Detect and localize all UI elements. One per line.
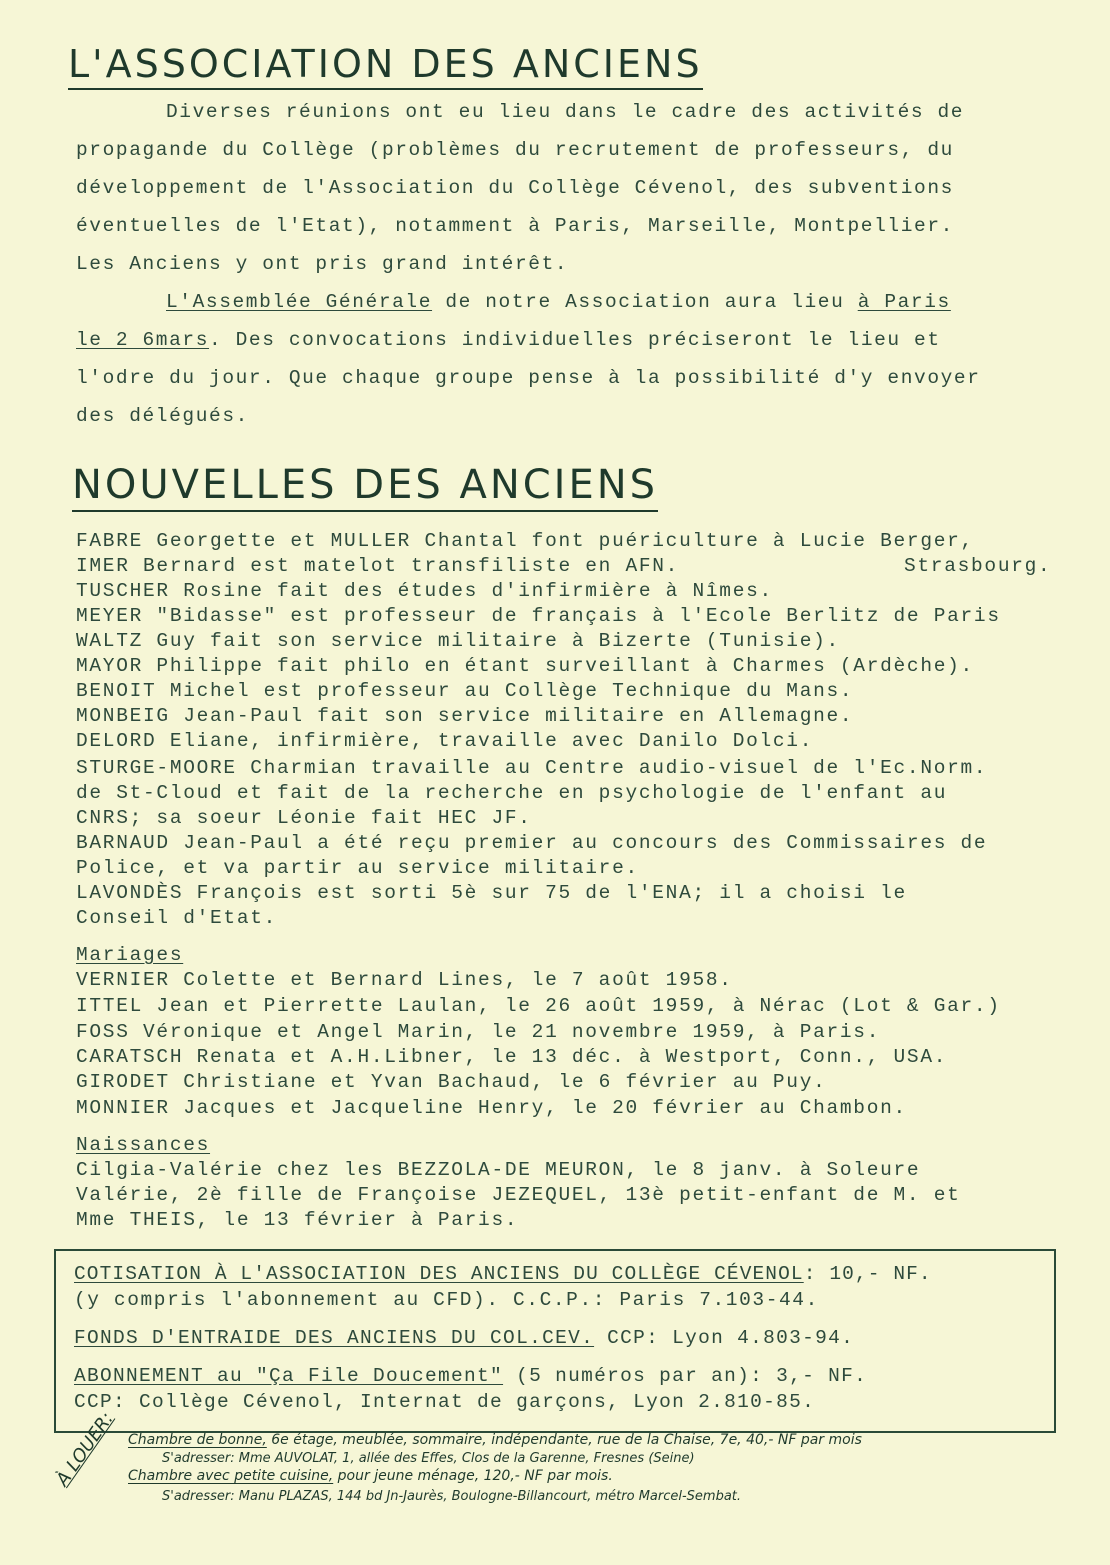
association-title — [68, 42, 703, 86]
a-louer-line-3 — [128, 1468, 613, 1484]
list-item: IMER Bernard est matelot transfiliste en AFN. — [76, 555, 680, 577]
nouvelles-title — [72, 462, 658, 508]
text-line — [76, 329, 941, 351]
list-item: FABRE Georgette et MULLER Chantal font puériculture à Lucie Berger, — [76, 530, 974, 552]
list-item: Conseil d'Etat. — [76, 907, 278, 929]
abonnement-price: (5 numéros par an): 3,- NF. — [503, 1365, 868, 1387]
naissances-heading: Naissances — [76, 1134, 211, 1156]
a-louer-line-2: S'adresser: Mme AUVOLAT, 1, allée des Effes, Clos de la Garenne, Fresnes (Seine) — [162, 1451, 695, 1466]
text-line: des délégués. — [76, 405, 249, 427]
abonnement-heading: ABONNEMENT au "Ça File Doucement" — [74, 1365, 504, 1387]
text-line: propagande du Collège (problèmes du recrutement de professeurs, du — [76, 139, 954, 161]
fonds-heading: FONDS D'ENTRAIDE DES ANCIENS DU COL.CEV. — [74, 1327, 595, 1349]
list-item: de St-Cloud et fait de la recherche en psychologie de l'enfant au — [76, 782, 948, 804]
list-item: FOSS Véronique et Angel Marin, le 21 novembre 1959, à Paris. — [76, 1021, 881, 1043]
a-louer-line-4: S'adresser: Manu PLAZAS, 144 bd Jn-Jaurès, Boulogne-Billancourt, métro Marcel-Sembat. — [162, 1489, 742, 1504]
cotisation-amount: : 10,- NF. — [803, 1263, 932, 1285]
text-line: Les Anciens y ont pris grand intérêt. — [76, 253, 569, 275]
a-louer-label: À LOUER: — [52, 1408, 118, 1491]
assembly-link-text: L'Assemblée Générale — [166, 291, 433, 313]
date-text: le 2 6mars — [76, 329, 210, 351]
list-item: CARATSCH Renata et A.H.Libner, le 13 déc. à Westport, Conn., USA. — [76, 1046, 948, 1068]
list-item: MONBEIG Jean-Paul fait son service militaire en Allemagne. — [76, 705, 854, 727]
list-item: GIRODET Christiane et Yvan Bachaud, le 6 février au Puy. — [76, 1071, 827, 1093]
text-line: développement de l'Association du Collège Cévenol, des subventions — [76, 177, 954, 199]
list-item: Cilgia-Valérie chez les BEZZOLA-DE MEURON, le 8 janv. à Soleure — [76, 1159, 921, 1181]
list-item: LAVONDÈS François est sorti 5è sur 75 de l'ENA; il a choisi le — [76, 882, 907, 904]
list-item: MONNIER Jacques et Jacqueline Henry, le 20 février au Chambon. — [76, 1097, 907, 1119]
list-item: Valérie, 2è fille de Françoise JEZEQUEL, 13è petit-enfant de M. et — [76, 1184, 961, 1206]
list-item: BARNAUD Jean-Paul a été reçu premier au concours des Commissaires de — [76, 832, 988, 854]
text-line — [166, 291, 951, 313]
list-item: WALTZ Guy fait son service militaire à Bizerte (Tunisie). — [76, 630, 840, 652]
list-item: CNRS; sa soeur Léonie fait HEC JF. — [76, 807, 532, 829]
list-item: STURGE-MOORE Charmian travaille au Centre audio-visuel de l'Ec.Norm. — [76, 757, 988, 779]
a-louer-item-1: Chambre de bonne, — [128, 1432, 267, 1448]
list-item: BENOIT Michel est professeur au Collège Technique du Mans. — [76, 680, 854, 702]
text-line: éventuelles de l'Etat), notamment à Paris, Marseille, Montpellier. — [76, 215, 954, 237]
fonds-line — [74, 1327, 854, 1349]
location-text: à Paris — [857, 291, 951, 313]
list-item: Mme THEIS, le 13 février à Paris. — [76, 1209, 519, 1231]
list-item: DELORD Eliane, infirmière, travaille avec Danilo Dolci. — [76, 730, 814, 752]
list-item: MAYOR Philippe fait philo en étant surveillant à Charmes (Ardèche). — [76, 655, 974, 677]
cotisation-heading: COTISATION À L'ASSOCIATION DES ANCIENS DU COLLÈGE CÉVENOL — [74, 1263, 804, 1285]
list-item: VERNIER Colette et Bernard Lines, le 7 août 1958. — [76, 969, 733, 991]
list-item-continuation: Strasbourg. — [904, 555, 1052, 577]
list-item: Police, et va partir au service militaire. — [76, 857, 639, 879]
a-louer-item-2: Chambre avec petite cuisine, — [128, 1468, 334, 1484]
text-span: de notre Association aura lieu — [432, 291, 858, 313]
fonds-ccp: CCP: Lyon 4.803-94. — [594, 1327, 855, 1349]
cotisation-details: (y compris l'abonnement au CFD). C.C.P.: Paris 7.103-44. — [74, 1289, 819, 1311]
abonnement-ccp: CCP: Collège Cévenol, Internat de garçons, Lyon 2.810-85. — [74, 1391, 816, 1413]
list-item: MEYER "Bidasse" est professeur de français à l'Ecole Berlitz de Paris — [76, 605, 1001, 627]
subscription-box — [54, 1249, 1056, 1433]
list-item: ITTEL Jean et Pierrette Laulan, le 26 août 1959, à Nérac (Lot & Gar.) — [76, 995, 1001, 1017]
nouvelles-title-text: NOUVELLES DES ANCIENS — [72, 462, 658, 512]
mariages-heading: Mariages — [76, 944, 184, 966]
text-line: l'odre du jour. Que chaque groupe pense à la possibilité d'y envoyer — [76, 367, 981, 389]
a-louer-item-1-details: 6e étage, meublée, sommaire, indépendante, rue de la Chaise, 7e, 40,- NF par mois — [266, 1432, 862, 1448]
a-louer-line-1 — [128, 1432, 862, 1448]
a-louer-item-2-details: pour jeune ménage, 120,- NF par mois. — [333, 1468, 613, 1484]
text-line: Diverses réunions ont eu lieu dans le cadre des activités de — [166, 101, 965, 123]
association-title-text: L'ASSOCIATION DES ANCIENS — [68, 42, 703, 90]
text-span: . Des convocations individuelles préciseront le lieu et — [209, 329, 941, 351]
abonnement-line — [74, 1365, 867, 1387]
cotisation-line — [74, 1263, 932, 1285]
list-item: TUSCHER Rosine fait des études d'infirmière à Nîmes. — [76, 580, 773, 602]
